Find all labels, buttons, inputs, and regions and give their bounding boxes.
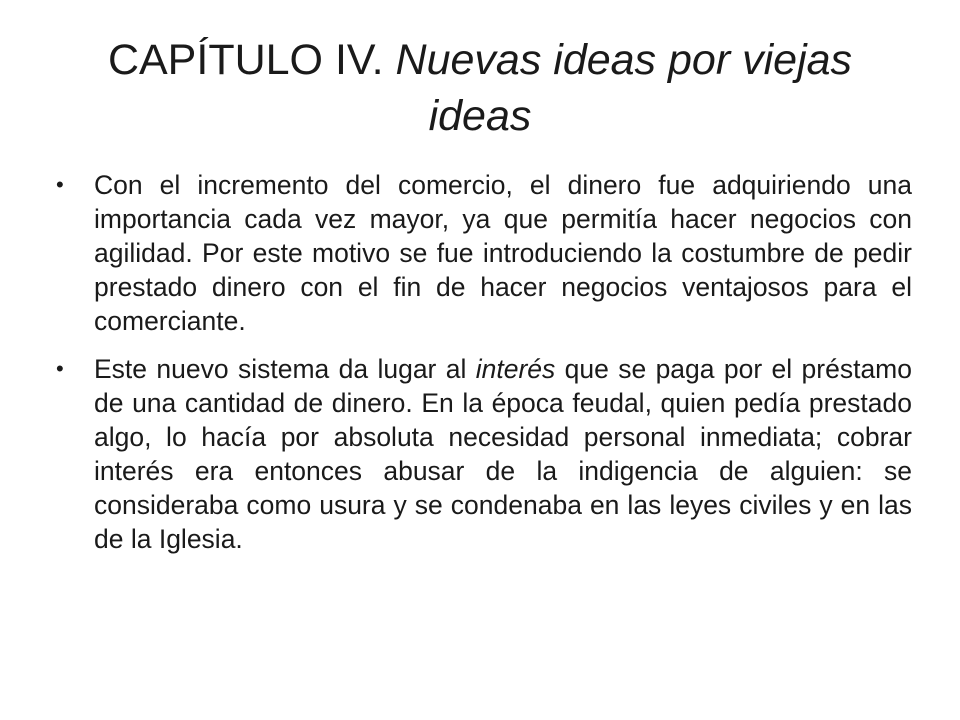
bullet-text-1: Con el incremento del comercio, el dinero fue adquiriendo una importancia cada vez mayor, ya que permitía hacer negocios con agilidad. Por este motivo se fue introduciendo la costumbre de pedir prestado dinero con el fin de hacer negocios ventajosos para el comerciante. (94, 170, 912, 336)
bullet-text-2 (94, 352, 912, 556)
bullet-item-2 (54, 352, 912, 556)
bullet-text-2-after: que se paga por el préstamo de una cantidad de dinero. En la época feudal, quien pedía prestado algo, lo hacía por absoluta necesidad personal inmediata; cobrar interés era entonces abusar de la indigencia de alguien: se consideraba como usura y se condenaba en las leyes civiles y en las de la Iglesia. (94, 354, 912, 554)
bullet-dot-icon: • (56, 356, 64, 381)
title-prefix: CAPÍTULO IV. (107, 36, 396, 84)
bullet-dot-icon: • (56, 172, 64, 197)
slide-title (60, 32, 900, 144)
title-italic: Nuevas ideas por viejas ideas (395, 36, 853, 140)
bullet-text-2-before: Este nuevo sistema da lugar al (94, 354, 476, 384)
bullet-item-1 (54, 168, 912, 338)
bullet-text-2-italic: interés (475, 354, 556, 384)
slide-body (54, 168, 912, 570)
